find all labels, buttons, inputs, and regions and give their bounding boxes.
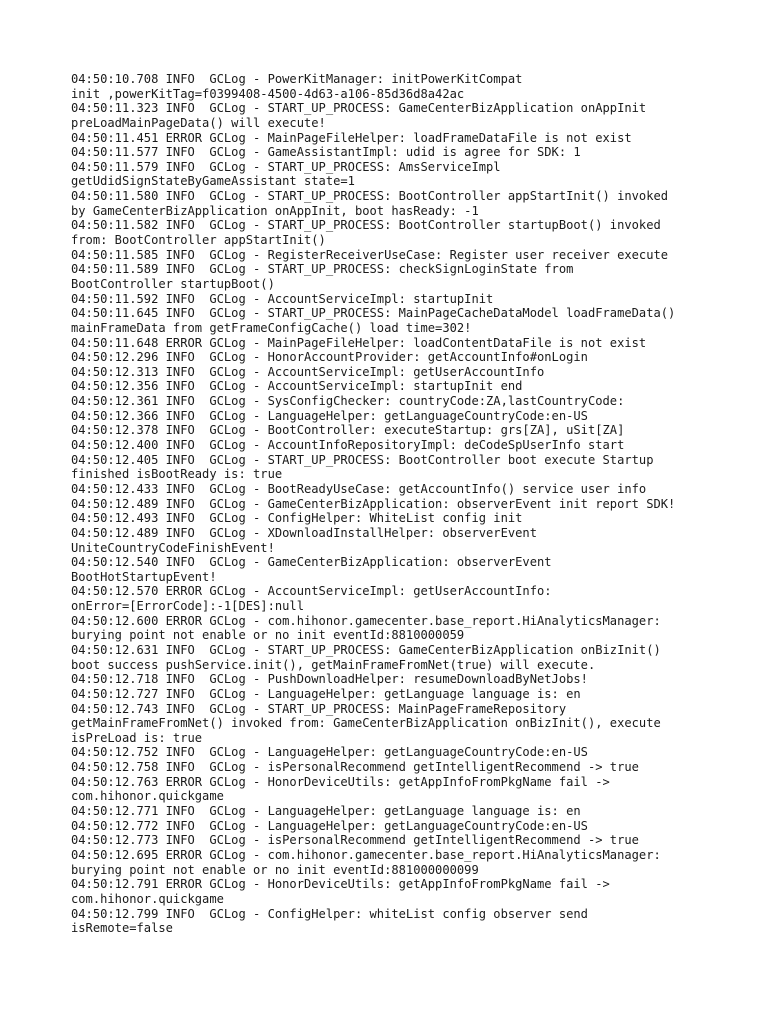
log-line: 04:50:10.708 INFO GCLog - PowerKitManager: initPowerKitCompat <box>71 72 523 86</box>
log-line: 04:50:12.799 INFO GCLog - ConfigHelper: whiteList config observer send <box>71 906 588 921</box>
log-line: 04:50:12.313 INFO GCLog - AccountServiceImpl: getUserAccountInfo <box>71 364 545 379</box>
log-line: com.hihonor.quickgame <box>71 891 224 906</box>
log-line: preLoadMainPageData() will execute! <box>71 115 326 130</box>
log-line: init ,powerKitTag=f0399408-4500-4d63-a106-85d36d8a42ac <box>71 86 465 101</box>
log-text <box>71 72 711 936</box>
log-line: 04:50:11.648 ERROR GCLog - MainPageFileHelper: loadContentDataFile is not exist <box>71 335 647 350</box>
log-line: BootController startupBoot() <box>71 276 275 291</box>
log-line: burying point not enable or no init eventId:881000000099 <box>71 862 479 877</box>
log-line: 04:50:11.580 INFO GCLog - START_UP_PROCESS: BootController appStartInit() invoked <box>71 189 669 204</box>
log-line: getUdidSignStateByGameAssistant state=1 <box>71 174 355 189</box>
log-line: 04:50:11.589 INFO GCLog - START_UP_PROCESS: checkSignLoginState from <box>71 262 574 277</box>
log-line: 04:50:12.718 INFO GCLog - PushDownloadHelper: resumeDownloadByNetJobs! <box>71 672 588 687</box>
log-line: finished isBootReady is: true <box>71 467 283 482</box>
log-line: 04:50:12.400 INFO GCLog - AccountInfoRepositoryImpl: deCodeSpUserInfo start <box>71 438 625 453</box>
log-line: mainFrameData from getFrameConfigCache() load time=302! <box>71 320 472 335</box>
log-line: getMainFrameFromNet() invoked from: GameCenterBizApplication onBizInit(), execute <box>71 716 661 731</box>
log-line: UniteCountryCodeFinishEvent! <box>71 540 275 555</box>
log-line: 04:50:12.773 INFO GCLog - isPersonalRecommend getIntelligentRecommend -> true <box>71 833 639 848</box>
log-line: 04:50:12.361 INFO GCLog - SysConfigChecker: countryCode:ZA,lastCountryCode: <box>71 394 625 409</box>
log-line: isPreLoad is: true <box>71 730 203 745</box>
log-line: BootHotStartupEvent! <box>71 569 217 584</box>
log-line: 04:50:11.579 INFO GCLog - START_UP_PROCESS: AmsServiceImpl <box>71 159 501 174</box>
log-line: 04:50:11.592 INFO GCLog - AccountServiceImpl: startupInit <box>71 291 494 306</box>
log-line: 04:50:11.645 INFO GCLog - START_UP_PROCESS: MainPageCacheDataModel loadFrameData() <box>71 306 676 321</box>
log-line: 04:50:12.570 ERROR GCLog - AccountServiceImpl: getUserAccountInfo: <box>71 584 552 599</box>
log-line: 04:50:11.585 INFO GCLog - RegisterReceiverUseCase: Register user receiver execute <box>71 247 669 262</box>
log-line: 04:50:12.771 INFO GCLog - LanguageHelper: getLanguage language is: en <box>71 804 581 819</box>
log-line: 04:50:12.356 INFO GCLog - AccountServiceImpl: startupInit end <box>71 379 523 394</box>
log-line: 04:50:12.489 INFO GCLog - GameCenterBizApplication: observerEvent init report SDK! <box>71 496 676 511</box>
log-line: 04:50:11.577 INFO GCLog - GameAssistantImpl: udid is agree for SDK: 1 <box>71 145 581 160</box>
log-line: 04:50:12.791 ERROR GCLog - HonorDeviceUtils: getAppInfoFromPkgName fail -> <box>71 877 610 892</box>
log-line: 04:50:12.743 INFO GCLog - START_UP_PROCESS: MainPageFrameRepository <box>71 701 567 716</box>
log-line: 04:50:12.489 INFO GCLog - XDownloadInstallHelper: observerEvent <box>71 525 537 540</box>
log-line: onError=[ErrorCode]:-1[DES]:null <box>71 599 304 614</box>
log-line: 04:50:12.540 INFO GCLog - GameCenterBizApplication: observerEvent <box>71 555 552 570</box>
log-line: 04:50:12.366 INFO GCLog - LanguageHelper: getLanguageCountryCode:en-US <box>71 408 588 423</box>
log-line: 04:50:12.433 INFO GCLog - BootReadyUseCase: getAccountInfo() service user info <box>71 481 647 496</box>
log-line: 04:50:12.727 INFO GCLog - LanguageHelper: getLanguage language is: en <box>71 686 581 701</box>
log-line: 04:50:12.296 INFO GCLog - HonorAccountProvider: getAccountInfo#onLogin <box>71 350 588 365</box>
log-line: 04:50:12.600 ERROR GCLog - com.hihonor.gamecenter.base_report.HiAnalyticsManager: <box>71 613 661 628</box>
log-line: 04:50:12.763 ERROR GCLog - HonorDeviceUtils: getAppInfoFromPkgName fail -> <box>71 774 610 789</box>
log-line: 04:50:12.405 INFO GCLog - START_UP_PROCESS: BootController boot execute Startup <box>71 452 654 467</box>
log-line: 04:50:12.493 INFO GCLog - ConfigHelper: WhiteList config init <box>71 511 523 526</box>
log-line: 04:50:11.451 ERROR GCLog - MainPageFileHelper: loadFrameDataFile is not exist <box>71 130 632 145</box>
log-line: 04:50:11.582 INFO GCLog - START_UP_PROCESS: BootController startupBoot() invoked <box>71 218 661 233</box>
log-line: 04:50:12.752 INFO GCLog - LanguageHelper: getLanguageCountryCode:en-US <box>71 745 588 760</box>
log-line: burying point not enable or no init eventId:8810000059 <box>71 628 465 643</box>
log-line: 04:50:11.323 INFO GCLog - START_UP_PROCESS: GameCenterBizApplication onAppInit <box>71 101 647 116</box>
log-line: by GameCenterBizApplication onAppInit, boot hasReady: -1 <box>71 203 479 218</box>
log-line: isRemote=false <box>71 921 173 936</box>
log-line: 04:50:12.695 ERROR GCLog - com.hihonor.gamecenter.base_report.HiAnalyticsManager: <box>71 847 661 862</box>
log-line: 04:50:12.758 INFO GCLog - isPersonalRecommend getIntelligentRecommend -> true <box>71 760 639 775</box>
log-line: from: BootController appStartInit() <box>71 233 326 248</box>
log-line: 04:50:12.772 INFO GCLog - LanguageHelper: getLanguageCountryCode:en-US <box>71 818 588 833</box>
log-line: 04:50:12.631 INFO GCLog - START_UP_PROCESS: GameCenterBizApplication onBizInit() <box>71 642 661 657</box>
log-line: 04:50:12.378 INFO GCLog - BootController: executeStartup: grs[ZA], uSit[ZA] <box>71 423 625 438</box>
log-line: boot success pushService.init(), getMainFrameFromNet(true) will execute. <box>71 657 596 672</box>
log-line: com.hihonor.quickgame <box>71 789 224 804</box>
